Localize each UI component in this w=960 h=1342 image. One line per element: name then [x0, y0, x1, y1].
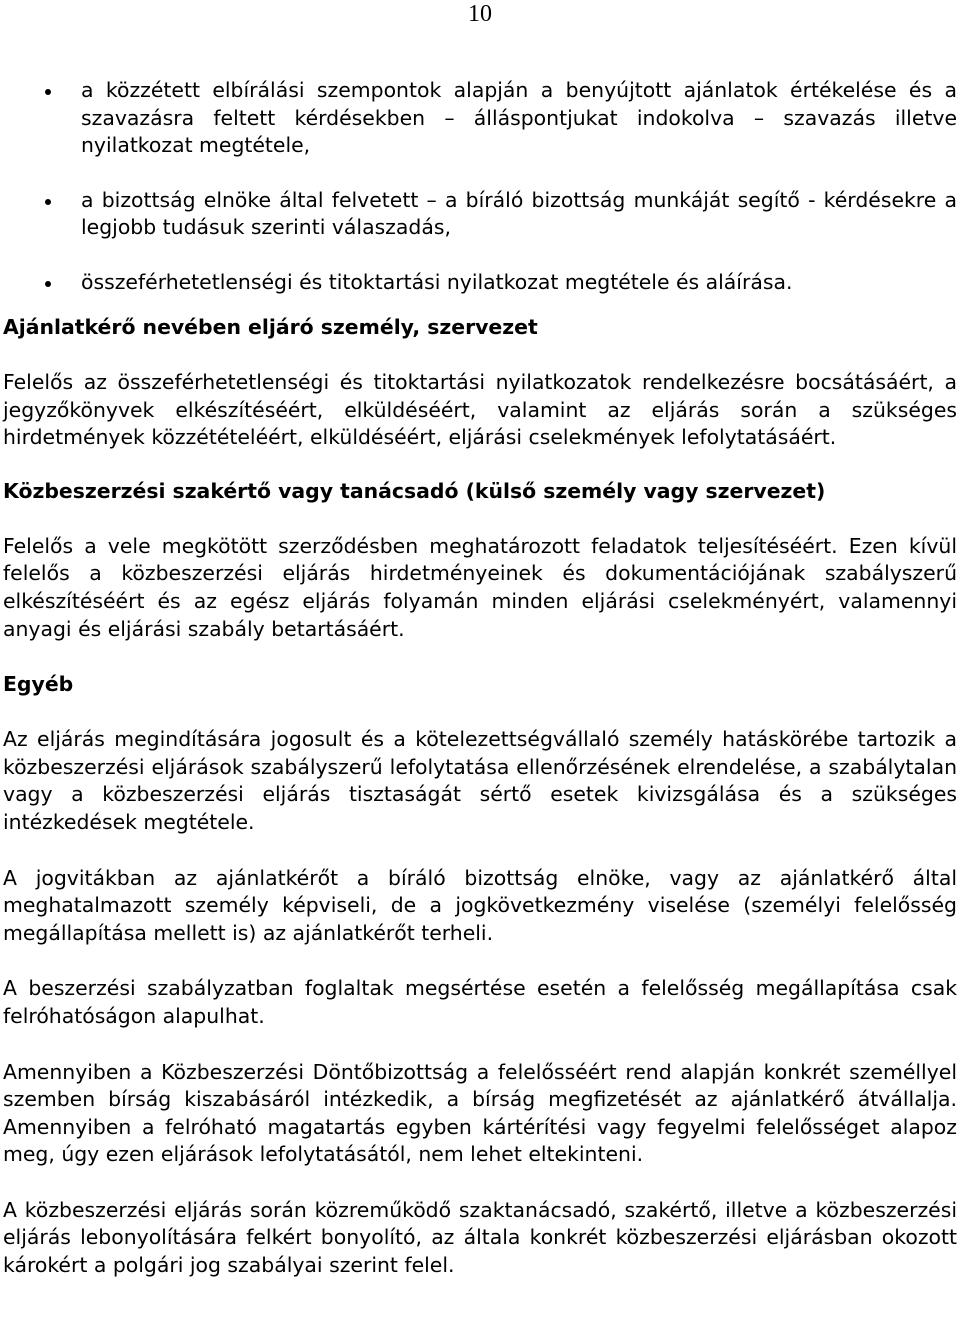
list-item-text: a bizottság elnöke által felvetett – a bíráló bizottság munkáját segítő - kérdésekre a legjobb tudásuk szerinti válaszadás,	[81, 187, 957, 239]
list-item	[3, 77, 957, 160]
section-heading-egyeb: Egyéb	[3, 672, 74, 697]
paragraph: A közbeszerzési eljárás során közreműködő szaktanácsadó, szakértő, illetve a közbeszerzési eljárás lebonyolítására felkért bonyolító, az általa konkrét közbeszerzési eljárásban okozott károkért a polgári jog szabályai szerint felel.	[3, 1197, 957, 1278]
paragraph: Felelős az összeférhetetlenségi és titoktartási nyilatkozatok rendelkezésre bocsátásáért, a jegyzőkönyvek elkészítéséért, elküldéséért, valamint az eljárás során a szükséges hirdetmények közzétételéért, elküldéséért, eljárási cselekmények lefolytatásáért.	[3, 370, 957, 450]
paragraph: Amennyiben a Közbeszerzési Döntőbizottság a felelősséért rend alapján konkrét személlyel szemben bírság kiszabásáról intézkedik, a bírság megfizetését az ajánlatkérő átvállalja. Amennyiben a felróható magatartás egyben kártérítési vagy fegyelmi felelősséget alapoz meg, úgy ezen eljárások lefolytatásától, nem lehet eltekinteni.	[3, 1059, 957, 1167]
list-item-text: összeférhetetlenségi és titoktartási nyilatkozat megtétele és aláírása.	[81, 269, 793, 294]
duties-bullet-list	[3, 77, 957, 296]
document-body	[3, 77, 957, 1308]
paragraph: A beszerzési szabályzatban foglaltak megsértése esetén a felelősség megállapítása csak felróhatóságon alapulhat.	[3, 976, 957, 1028]
bullet-icon	[45, 199, 51, 205]
paragraph: Az eljárás megindítására jogosult és a kötelezettségvállaló személy hatáskörébe tartozik a közbeszerzési eljárások szabályszerű lefolytatása ellenőrzésének elrendelése, a szabálytalan vagy a közbeszerzési eljárás tisztaságát sértő esetek kivizsgálása és a szükséges intézkedések megtétele.	[3, 727, 957, 834]
bullet-icon	[45, 281, 51, 287]
section-heading-ajanlatkero: Ajánlatkérő nevében eljáró személy, szervezet	[3, 315, 538, 339]
list-item-text: a közzétett elbírálási szempontok alapján a benyújtott ajánlatok értékelése és a szavazásra feltett kérdésekben – álláspontjukat indokolva – szavazás illetve nyilatkozat megtétele,	[81, 78, 957, 157]
paragraph: A jogvitákban az ajánlatkérőt a bíráló bizottság elnöke, vagy az ajánlatkérő által meghatalmazott személy képviseli, de a jogkövetkezmény viselése (személyi felelősség megállapítása mellett is) az ajánlatkérőt terheli.	[3, 865, 957, 945]
list-item	[3, 187, 957, 242]
paragraph: Felelős a vele megkötött szerződésben meghatározott feladatok teljesítéséért. Ezen kívül felelős a közbeszerzési eljárás hirdetményeinek és dokumentációjának szabályszerű elkészítéséért és az egész eljárás folyamán minden eljárási cselekményért, valamennyi anyagi és eljárási szabály betartásáért.	[3, 533, 957, 641]
bullet-icon	[45, 89, 51, 95]
list-item	[3, 269, 957, 297]
page-number: 10	[468, 1, 492, 27]
section-heading-szakerto: Közbeszerzési szakértő vagy tanácsadó (külső személy vagy szervezet)	[3, 478, 826, 503]
